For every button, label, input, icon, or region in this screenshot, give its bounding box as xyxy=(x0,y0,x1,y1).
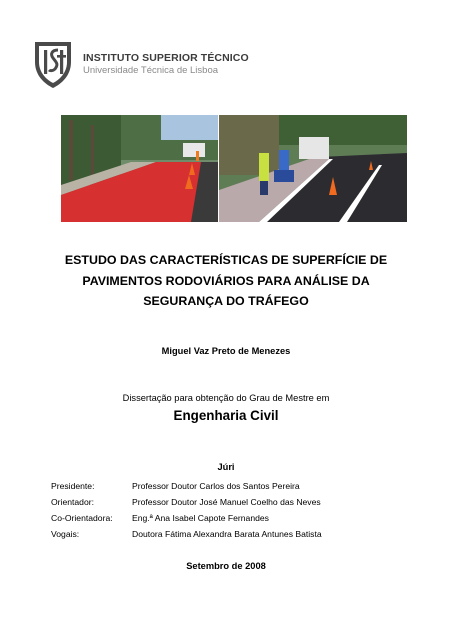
author-name: Miguel Vaz Preto de Menezes xyxy=(161,346,291,356)
dissertation-title xyxy=(40,250,412,312)
jury-name-members: Doutora Fátima Alexandra Barata Antunes Batista xyxy=(132,529,322,539)
institution-subtitle: Universidade Técnica de Lisboa xyxy=(83,65,219,76)
institution-name: INSTITUTO SUPERIOR TÉCNICO xyxy=(83,52,249,64)
submission-date: Setembro de 2008 xyxy=(186,561,266,571)
jury-role-president: Presidente: xyxy=(51,481,95,491)
jury-heading: Júri xyxy=(217,462,235,472)
jury-name-co-advisor: Eng.ª Ana Isabel Capote Fernandes xyxy=(132,513,269,523)
road-works-crew-photo xyxy=(219,115,407,222)
jury-role-co-advisor: Co-Orientadora: xyxy=(51,513,113,523)
ist-shield-logo-icon xyxy=(33,40,73,90)
jury-name-president: Professor Doutor Carlos dos Santos Pereira xyxy=(132,481,300,491)
jury-role-members: Vogais: xyxy=(51,529,80,539)
title-line-3: SEGURANÇA DO TRÁFEGO xyxy=(143,294,309,308)
red-road-surface-photo xyxy=(61,115,218,222)
jury-role-advisor: Orientador: xyxy=(51,497,94,507)
degree-statement: Dissertação para obtenção do Grau de Mestre em xyxy=(122,393,330,403)
course-name: Engenharia Civil xyxy=(173,408,279,423)
jury-name-advisor: Professor Doutor José Manuel Coelho das Neves xyxy=(132,497,321,507)
title-line-2: PAVIMENTOS RODOVIÁRIOS PARA ANÁLISE DA xyxy=(82,273,370,288)
title-line-1: ESTUDO DAS CARACTERÍSTICAS DE SUPERFÍCIE DE xyxy=(64,253,388,267)
